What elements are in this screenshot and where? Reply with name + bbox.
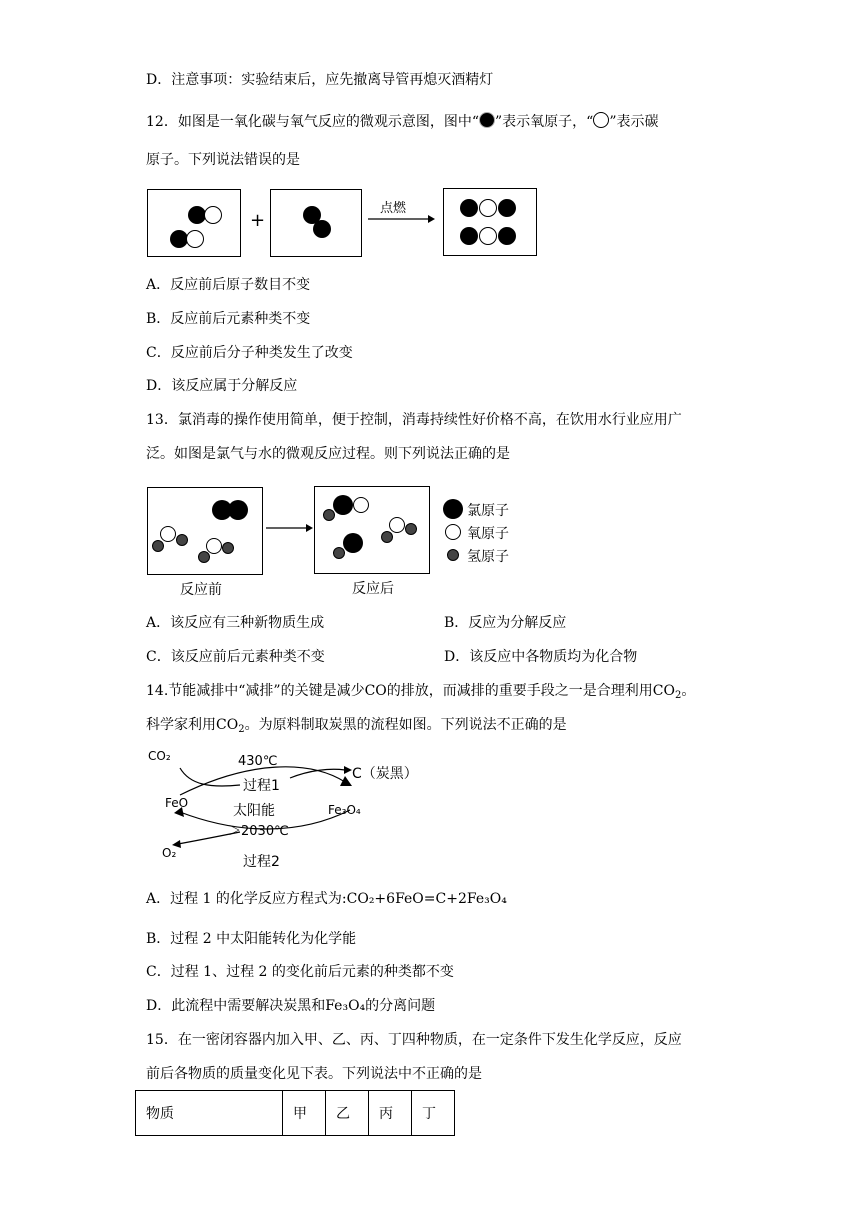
q14-option-d: D．此流程中需要解决炭黑和Fe₃O₄的分离问题 [146, 998, 436, 1014]
o2-box [270, 189, 362, 257]
process2-label: 过程2 [243, 854, 280, 870]
q14-option-b: B．过程 2 中太阳能转化为化学能 [146, 931, 357, 947]
q14-option-c: C．过程 1、过程 2 的变化前后元素的种类都不变 [146, 964, 454, 980]
table-header-cell: 丙 [369, 1091, 412, 1136]
process1-label: 过程1 [243, 778, 280, 794]
q15-stem-line2: 前后各物质的质量变化见下表。下列说法中不正确的是 [146, 1066, 482, 1082]
q14-stem-line2-sub: 2 [238, 724, 245, 735]
oxygen-atom [460, 199, 478, 217]
chlorine-atom [228, 500, 248, 520]
reaction-arrow [264, 522, 314, 534]
table-header-cell: 甲 [283, 1091, 326, 1136]
oxygen-atom [160, 526, 176, 542]
table-header-cell: 丁 [412, 1091, 455, 1136]
before-box [147, 487, 263, 575]
oxygen-atom [353, 497, 369, 513]
feo-label: FeO [165, 796, 189, 810]
hydrogen-atom [152, 540, 164, 552]
hydrogen-atom [176, 534, 188, 546]
chlorine-atom [343, 533, 363, 553]
o2-label: O₂ [162, 846, 177, 860]
temp1-label: 430℃ [238, 754, 278, 769]
q14-option-a: A．过程 1 的化学反应方程式为:CO₂+6FeO=C+2Fe₃O₄ [146, 891, 507, 907]
legend-hydrogen-icon [447, 549, 459, 561]
carbon-atom [186, 230, 204, 248]
q12-stem-line2: 原子。下列说法错误的是 [146, 152, 300, 168]
ignite-label: 点燃 [380, 201, 407, 216]
carbon-atom-icon [593, 112, 609, 128]
oxygen-atom [206, 538, 222, 554]
fe3o4-label: Fe₃O₄ [328, 803, 361, 817]
after-label: 反应后 [352, 581, 394, 597]
oxygen-atom [313, 220, 331, 238]
plus-sign: + [250, 210, 266, 231]
q12-option-c: C．反应前后分子种类发生了改变 [146, 345, 353, 361]
q12-option-d: D．该反应属于分解反应 [146, 378, 298, 394]
before-label: 反应前 [180, 582, 222, 598]
q13-stem-line2: 泛。如图是氯气与水的微观反应过程。则下列说法正确的是 [146, 446, 510, 462]
co2-box [443, 188, 537, 256]
q14-stem-line2 [146, 715, 567, 740]
oxygen-atom [460, 227, 478, 245]
q13-stem-line1: 13．氯消毒的操作使用简单，便于控制，消毒持续性好价格不高，在饮用水行业应用广 [146, 412, 682, 428]
reaction-arrow [366, 212, 436, 226]
q14-stem-line1 [146, 681, 695, 706]
q14-stem-line2-text: 科学家利用CO [146, 717, 239, 733]
hydrogen-atom [333, 547, 345, 559]
q14-stem-line1-end: 。 [681, 683, 696, 699]
oxygen-atom-icon [479, 112, 495, 128]
q13-option-d: D．该反应中各物质均为化合物 [444, 649, 638, 665]
chlorine-atom [333, 495, 353, 515]
q14-stem-line2-end: 。为原料制取炭黑的流程如图。下列说法不正确的是 [244, 717, 567, 733]
oxygen-atom [389, 517, 405, 533]
carbon-label: C（炭黑） [352, 766, 418, 782]
q14-stem-line1-text: 14.节能减排中“减排”的关键是减少CO的排放，而减排的重要手段之一是合理利用CO [146, 683, 675, 699]
legend-chlorine-icon [443, 499, 463, 519]
q12-stem-line1 [146, 112, 658, 132]
q13-option-b: B．反应为分解反应 [444, 615, 567, 631]
carbon-atom [479, 199, 497, 217]
carbon-atom [479, 227, 497, 245]
co-box [147, 189, 241, 257]
q14-stem-line1-sub: 2 [674, 690, 682, 701]
q13-option-c: C．该反应前后元素种类不变 [146, 649, 325, 665]
q12-option-a: A．反应前后原子数目不变 [146, 277, 311, 293]
hydrogen-atom [222, 542, 234, 554]
legend-hydrogen-label: 氢原子 [467, 549, 509, 565]
q12-stem-part1: 12．如图是一氧化碳与氧气反应的微观示意图，图中“ [146, 114, 479, 130]
oxygen-atom [498, 227, 516, 245]
q12-option-b: B．反应前后元素种类不变 [146, 311, 311, 327]
q12-stem-part2: ”表示氧原子，“ [494, 114, 594, 130]
oxygen-atom [498, 199, 516, 217]
solar-label: 太阳能 [233, 803, 275, 819]
mass-table [135, 1090, 455, 1136]
q15-stem-line1: 15．在一密闭容器内加入甲、乙、丙、丁四种物质，在一定条件下发生化学反应，反应 [146, 1032, 682, 1048]
q11-option-d: D．注意事项：实验结束后，应先撤离导管再熄灭酒精灯 [146, 72, 494, 88]
q12-stem-part3: ”表示碳 [609, 114, 659, 130]
q13-option-a: A．该反应有三种新物质生成 [146, 615, 325, 631]
hydrogen-atom [405, 523, 417, 535]
table-header-cell: 乙 [326, 1091, 369, 1136]
legend-oxygen-icon [445, 524, 461, 540]
hydrogen-atom [323, 509, 335, 521]
hydrogen-atom [381, 531, 393, 543]
legend-chlorine-label: 氯原子 [467, 503, 509, 519]
table-row [136, 1091, 455, 1136]
temp2-label: ＞2030℃ [228, 824, 289, 839]
legend-oxygen-label: 氧原子 [467, 526, 509, 542]
table-header-cell: 物质 [136, 1091, 283, 1136]
hydrogen-atom [198, 551, 210, 563]
after-box [314, 486, 430, 574]
co2-label: CO₂ [148, 749, 171, 763]
carbon-atom [204, 206, 222, 224]
